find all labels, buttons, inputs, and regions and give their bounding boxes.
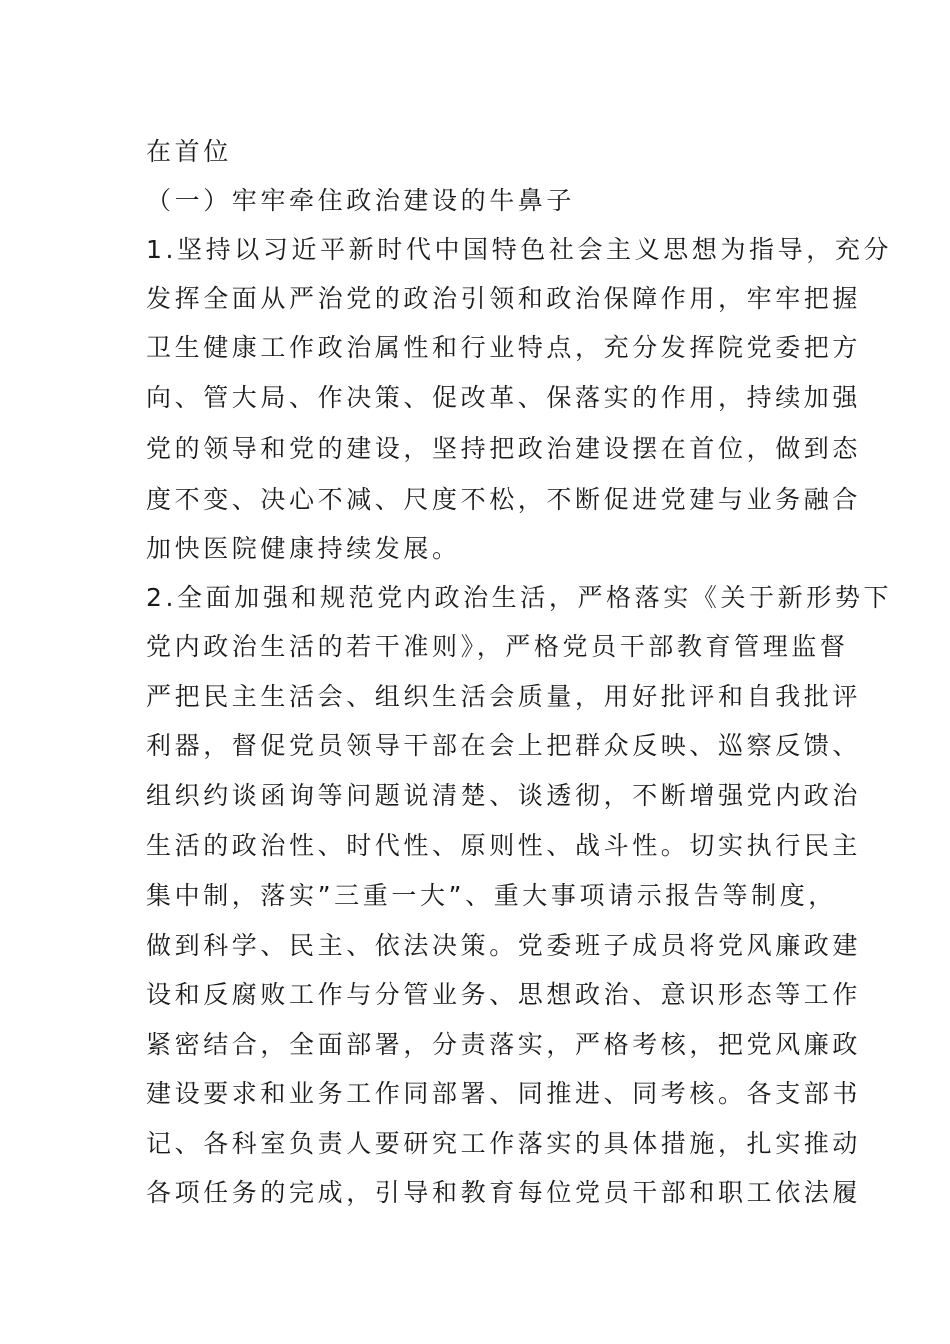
text-line: 发挥全面从严治党的政治引领和政治保障作用，牢牢把握 bbox=[146, 284, 862, 313]
text-line: 建设要求和业务工作同部署、同推进、同考核。各支部书 bbox=[146, 1079, 862, 1108]
text-line: 在首位 bbox=[146, 137, 232, 166]
text-line: 严把民主生活会、组织生活会质量，用好批评和自我批评 bbox=[146, 682, 862, 711]
text-line: 2.全面加强和规范党内政治生活，严格落实《关于新形势下 bbox=[146, 583, 893, 612]
text-line: 党内政治生活的若干准则》，严格党员干部教育管理监督 bbox=[146, 632, 849, 661]
text-line: 做到科学、民主、依法决策。党委班子成员将党风廉政建 bbox=[146, 931, 862, 960]
text-line: 生活的政治性、时代性、原则性、战斗性。切实执行民主 bbox=[146, 831, 862, 860]
text-line: 组织约谈函询等问题说清楚、谈透彻，不断增强党内政治 bbox=[146, 781, 862, 810]
text-line: 记、各科室负责人要研究工作落实的具体措施，扎实推动 bbox=[146, 1129, 862, 1158]
text-line: 利器，督促党员领导干部在会上把群众反映、巡察反馈、 bbox=[146, 731, 862, 760]
text-line: 1.坚持以习近平新时代中国特色社会主义思想为指导，充分 bbox=[146, 235, 893, 264]
text-line: 卫生健康工作政治属性和行业特点，充分发挥院党委把方 bbox=[146, 333, 862, 362]
text-line: 向、管大局、作决策、促改革、保落实的作用，持续加强 bbox=[146, 383, 862, 412]
text-line: 度不变、决心不减、尺度不松，不断促进党建与业务融合 bbox=[146, 485, 862, 514]
text-line: 紧密结合，全面部署，分责落实，严格考核，把党风廉政 bbox=[146, 1030, 862, 1059]
text-line: 党的领导和党的建设，坚持把政治建设摆在首位，做到态 bbox=[146, 434, 862, 463]
text-line: 设和反腐败工作与分管业务、思想政治、意识形态等工作 bbox=[146, 980, 862, 1009]
text-line: 加快医院健康持续发展。 bbox=[146, 534, 461, 563]
text-line: 集中制，落实”三重一大”、重大事项请示报告等制度， bbox=[146, 881, 837, 910]
text-line: 各项任务的完成，引导和教育每位党员干部和职工依法履 bbox=[146, 1178, 862, 1207]
section-heading: （一）牢牢牵住政治建设的牛鼻子 bbox=[146, 186, 576, 215]
